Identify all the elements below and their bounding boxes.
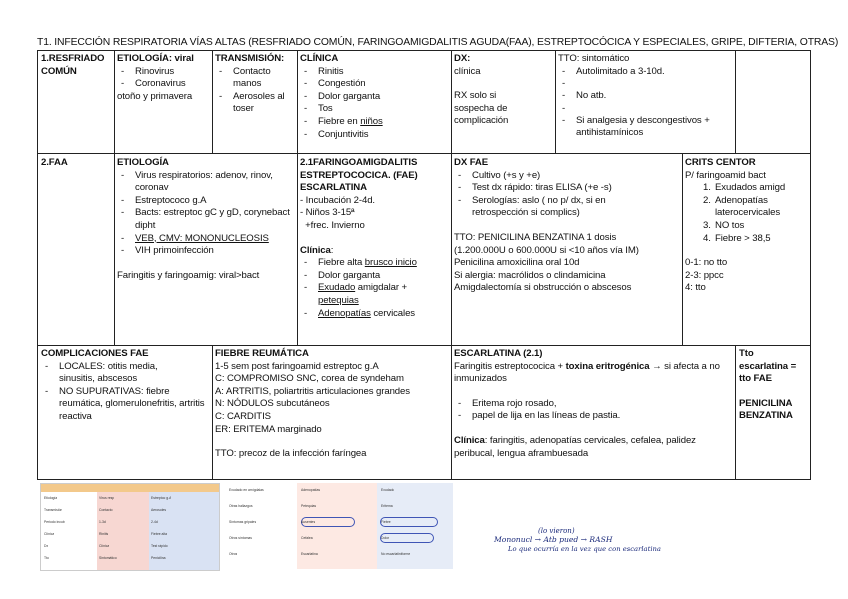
list-item: - VIH primoinfección: [117, 245, 295, 258]
list-item: - Rinovirus: [117, 66, 211, 79]
list-item: [685, 233, 809, 246]
thumb-cell: Otras hallazgos: [229, 504, 253, 508]
row1-tto-head: TTO: sintomático: [558, 53, 630, 64]
list-item: [300, 282, 450, 307]
list-item: - No atb.: [558, 90, 734, 103]
list-item: - Congestión: [300, 78, 450, 91]
centor-score: 0-1: no tto: [685, 257, 728, 269]
list-item: - Dolor garganta: [300, 270, 450, 283]
fae-clin-underline: petequias: [318, 294, 359, 306]
thumb-cell: Exudado en amígdalas: [229, 488, 264, 492]
list-item: - Test dx rápido: tiras ELISA (+e -s): [454, 182, 632, 195]
handwriting-line-top: (lo vieron): [538, 527, 575, 535]
row1-dx-1: clínica: [454, 65, 481, 77]
centor-item: Fiebre > 38,5: [715, 232, 771, 244]
row-divider-1: [37, 153, 810, 154]
list-item: - Cultivo (+s y +e): [454, 170, 680, 183]
thumb-cell: Etiología: [44, 496, 58, 500]
fae-clinica-label: Clínica: [300, 244, 331, 256]
row1-dx-2: RX solo si sospecha de complicación: [454, 90, 509, 127]
row2-centor: [685, 157, 809, 295]
fr-line: N: NÓDULOS subcutáneos: [215, 398, 330, 410]
row2-etiologia: [117, 157, 295, 282]
tto-line: Tto: [739, 348, 754, 359]
list-item: [300, 308, 450, 321]
row3-complicaciones: [41, 348, 211, 424]
centor-head: CRITS CENTOR: [685, 157, 756, 168]
list-item: [685, 195, 809, 220]
row1-clinica: [300, 53, 450, 141]
list-item: - Estreptococo g.A: [117, 195, 295, 208]
row2-dx: [454, 157, 680, 295]
row3-fiebre-reumatica: [215, 348, 450, 461]
fr-tto: TTO: precoz de la infección faríngea: [215, 448, 367, 460]
esc-intro-text: → si afecta a no inmunizados: [454, 360, 720, 385]
row1-etiologia-extra: otoño y primavera: [117, 90, 193, 102]
list-number: 1.: [703, 182, 711, 194]
spacer: [300, 233, 450, 245]
fae-clin-underline: brusco inicio: [364, 257, 417, 269]
thumb-cell: Escarlatina: [301, 552, 318, 556]
fr-line: ER: ERITEMA marginado: [215, 423, 322, 435]
thumb-cell: Transmisión: [44, 508, 63, 512]
list-number: 2.: [703, 194, 711, 206]
list-item: - papel de lija en las líneas de pastia.: [454, 410, 732, 423]
thumb-cell: Sintomático: [99, 556, 117, 560]
row1-transmision: [215, 53, 296, 116]
list-item: [685, 182, 809, 195]
centor-score: 2-3: ppcc: [685, 269, 724, 281]
list-number: 4.: [703, 232, 711, 244]
spacer: [454, 78, 554, 90]
fr-line: C: COMPROMISO SNC, corea de syndeham: [215, 373, 404, 385]
thumb-cell: 1-3d: [99, 520, 106, 524]
thumbnail-comparison-table-left: [40, 483, 220, 571]
row3-escarlatina: [454, 348, 732, 460]
thumb-cell: Adenopatías: [301, 488, 321, 492]
list-item: [300, 257, 450, 270]
thumb-cell: 2-4d: [151, 520, 158, 524]
list-item: - Eritema rojo rosado,: [454, 398, 732, 411]
thumb-cell: Estreptoc g.A: [151, 496, 172, 500]
page-title: T1. INFECCIÓN RESPIRATORIA VÍAS ALTAS (RESFRIADO COMÚN, FARINGOAMIGDALITIS AGUDA(FAA), ESTREPTOCÓCICA Y ESPECIALES, GRIPE, DIFTERIA, OTRAS): [37, 37, 839, 48]
row1-clinica-head: CLÍNICA: [300, 53, 339, 64]
row-divider-3: [37, 479, 810, 480]
list-item: - Coronavirus: [117, 78, 211, 91]
esc-clinica: [454, 435, 724, 460]
thumb-cell: Dx: [44, 544, 49, 548]
row1-transmision-head: TRANSMISIÓN:: [215, 53, 285, 64]
list-item: - NO SUPURATIVAS: fiebre reumática, glomerulonefritis, artritis reactiva: [41, 386, 209, 424]
fiebre-text: Fiebre en: [318, 115, 361, 127]
centor-item: NO tos: [715, 219, 745, 231]
col-line: [555, 50, 556, 154]
thumb-cell: No escarlatiniforme: [381, 552, 411, 556]
thumb-cell: Rinitis: [99, 532, 109, 536]
row2-etiologia-head: ETIOLOGÍA: [117, 157, 169, 168]
centor-item: Adenopatías laterocervicales: [715, 194, 781, 219]
row1-name: 1.RESFRIADO COMÚN: [41, 53, 105, 77]
list-item: - Dolor garganta: [300, 91, 450, 104]
fae-clinica-head: Clínica:: [300, 244, 334, 256]
list-item: - VEB, CMV: MONONUCLEOSIS: [117, 233, 295, 246]
thumb-cell: Clínica: [44, 532, 55, 536]
col-line: [297, 153, 298, 346]
fr-head: FIEBRE REUMÁTICA: [215, 348, 309, 359]
list-item: [300, 116, 450, 129]
tto-line: BENZATINA: [739, 410, 793, 422]
row2-dx-head: DX FAE: [454, 157, 489, 168]
handwriting-line-1: Mononucl → Atb pued → RASH: [494, 535, 613, 544]
table-border-top: [37, 50, 810, 51]
spacer: [454, 386, 732, 398]
thumb-cell: Tto: [44, 556, 49, 560]
row3-tto: [739, 348, 809, 423]
esc-intro-text: Faringitis estreptococica +: [454, 360, 566, 372]
thumb-cell: Exudado: [381, 488, 395, 492]
row1-etiologia-head: ETIOLOGÍA: viral: [117, 53, 194, 64]
col-line: [682, 153, 683, 346]
thumb-cell: Cefalea: [301, 536, 313, 540]
row2-fae-head: 2.1FARINGOAMIGDALITIS ESTREPTOCOCICA. (FAE) ESCARLATINA: [300, 157, 418, 194]
fr-line: 1-5 sem post faringoamid estreptoc g.A: [215, 360, 379, 372]
tto-line: TTO: PENICILINA BENZATINA 1 dosis: [454, 231, 617, 243]
col-line: [451, 50, 452, 154]
list-item: - Bacts: estreptoc gC y gD, corynebact dipht: [117, 207, 295, 232]
spacer: [117, 258, 295, 270]
fr-line: A: ARTRITIS, poliartritis articulaciones grandes: [215, 385, 410, 397]
fiebre-underlined: niños: [360, 115, 383, 127]
row2-fae: [300, 157, 450, 320]
table-border-left: [37, 50, 38, 480]
thumbnail-comparison-table-mid: [225, 483, 453, 569]
spacer: [454, 423, 732, 435]
comp-head: COMPLICACIONES FAE: [41, 348, 149, 359]
list-item: - Tos: [300, 103, 450, 116]
thumb-cell: Contacto: [99, 508, 113, 512]
col-line: [735, 345, 736, 480]
centor-sub: P/ faringoamid bact: [685, 169, 766, 181]
thumb-cell: Fiebre alta: [151, 532, 168, 536]
col-line: [114, 153, 115, 346]
thumb-cell: Ausentes: [301, 520, 316, 524]
centor-score: 4: tto: [685, 282, 706, 294]
spacer: [685, 245, 809, 257]
list-item: - Contacto manos: [215, 66, 296, 91]
fae-line: - Incubación 2-4d.: [300, 194, 375, 206]
list-item: - LOCALES: otitis media, sinusitis, abscesos: [41, 361, 179, 386]
spacer: [215, 436, 450, 448]
row2-name: 2.FAA: [41, 157, 68, 168]
fae-line: - Niños 3-15ª: [300, 207, 355, 219]
esc-intro-bold: toxina eritrogénica: [565, 360, 650, 372]
thumb-cell: Test rápido: [151, 544, 168, 548]
tto-line: Penicilina amoxicilina oral 10d: [454, 257, 580, 269]
handwriting-line-2: Lo que ocurría en la vez que con escarlatina: [508, 545, 661, 553]
thumb-cell: Periodo incub: [44, 520, 65, 524]
col-line: [451, 345, 452, 480]
thumbnail-handwritten-notes: [460, 483, 810, 569]
spacer: [454, 220, 680, 232]
col-line: [212, 345, 213, 480]
col-line: [212, 50, 213, 154]
table-border-right: [810, 50, 811, 480]
thumb-cell: Síntomas gripales: [229, 520, 257, 524]
list-item: - Si analgesia y descongestivos + antihistamínicos: [558, 115, 734, 140]
fr-line: C: CARDITIS: [215, 410, 271, 422]
esc-clinica-label: Clínica: [454, 434, 485, 446]
centor-item: Exudados amigd: [715, 182, 786, 194]
list-number: 3.: [703, 219, 711, 231]
row2-etiologia-note: Faringitis y faringoamig: viral>bact: [117, 269, 260, 281]
thumb-cell: Aerosoles: [151, 508, 167, 512]
col-line: [114, 50, 115, 154]
tto-line: Amigdalectomía si obstrucción o abscesos: [454, 282, 632, 294]
spacer: [558, 78, 734, 90]
list-item: [685, 220, 809, 233]
spacer: [739, 386, 809, 398]
list-item: - Autolimitado a 3-10d.: [558, 66, 734, 79]
fae-clin-text: cervicales: [370, 307, 415, 319]
fae-clin-text: amigdalar +: [355, 282, 408, 294]
thumb-cell: Petequias: [301, 504, 317, 508]
thumb-cell: Fiebre: [381, 520, 391, 524]
tto-line: Si alergia: macrólidos o clindamicina: [454, 269, 606, 281]
thumb-cell: Otros síntomas: [229, 536, 252, 540]
fae-clin-text: Fiebre alta: [318, 257, 365, 269]
tto-line: PENICILINA: [739, 397, 793, 409]
centor-list: [685, 182, 809, 245]
fae-line: +frec. Invierno: [300, 219, 365, 231]
list-item: - Virus respiratorios: adenov, rinov, coronav: [117, 170, 295, 195]
esc-clinica-text: : faringitis, adenopatías cervicales, cefalea, palidez peribucal, lengua aframbuesada: [454, 434, 696, 459]
thumb-cell: Dolor: [381, 536, 390, 540]
fae-clin-underline: Adenopatías: [318, 307, 371, 319]
row1-tto: [558, 53, 734, 140]
tto-line: escarlatina =: [739, 360, 797, 372]
thumb-cell: Otros: [229, 552, 238, 556]
thumb-header-bar: [41, 484, 219, 492]
list-item: - Aerosoles al toser: [215, 91, 296, 116]
list-item: - Rinitis: [300, 66, 450, 79]
list-item: - Conjuntivitis: [300, 129, 450, 142]
tto-line: tto FAE: [739, 373, 772, 385]
spacer: [558, 103, 734, 115]
esc-intro: [454, 361, 724, 386]
col-line: [451, 153, 452, 346]
row1-dx-head: DX:: [454, 53, 471, 64]
esc-head: ESCARLATINA (2.1): [454, 348, 543, 359]
thumb-cell: Virus resp: [99, 496, 115, 500]
list-item: - Serologías: aslo ( no p/ dx, si en retrospección si complics): [454, 195, 652, 220]
col-line: [735, 50, 736, 154]
row1-dx: [454, 53, 554, 128]
thumb-cell: Clínica: [99, 544, 110, 548]
row-divider-2: [37, 345, 810, 346]
thumb-cell: Eritema: [381, 504, 393, 508]
row1-etiologia: [117, 53, 211, 103]
thumb-cell: Penicilina: [151, 556, 166, 560]
col-line: [297, 50, 298, 154]
tto-line: (1.200.000U o 600.000U si <10 años vía IM): [454, 244, 639, 256]
fae-clin-underline: Exudado: [318, 282, 356, 294]
